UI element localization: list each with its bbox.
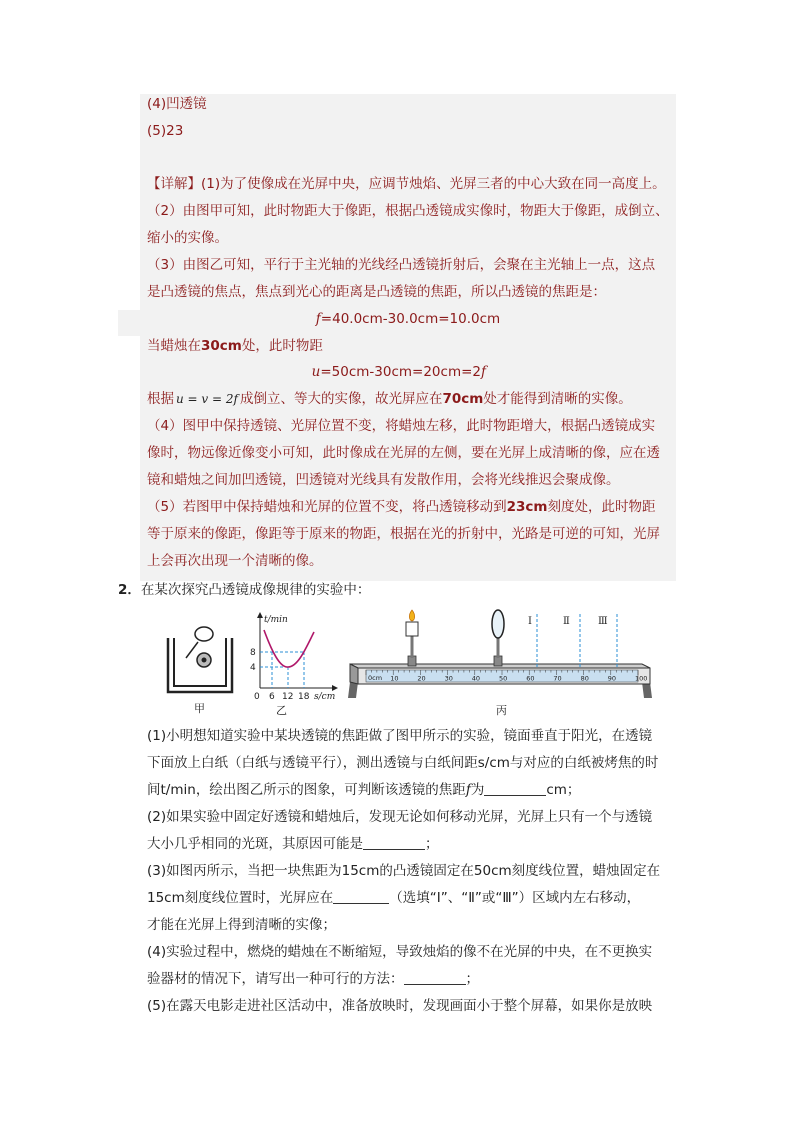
question-stem-text: 在某次探究凸透镜成像规律的实验中： [140,582,371,598]
region-label-2: Ⅱ [563,616,570,627]
text-c: 处，此时物距 [241,338,323,354]
ruler-label: 50 [499,674,508,683]
q4-line-1: (4)实验过程中，燃烧的蜡烛在不断缩短，导致烛焰的像不在光屏的中央，在不更换实 [147,944,653,960]
convex-lens-icon [492,610,504,638]
lens-icon [195,627,213,641]
answer-blank-2[interactable] [363,835,425,850]
text-c: 的凸透镜固定在 [379,863,474,879]
answer-blank-1[interactable] [484,781,546,796]
text-c: 刻度处，此时物距 [547,499,656,515]
answer-blank-4[interactable] [404,970,466,985]
text-b: ； [465,971,479,987]
text-a: 根据 [147,391,174,407]
figure-bing-optical-bench [344,606,662,718]
ruler-label: 10 [390,674,399,683]
ruler-label: 60 [526,674,535,683]
q3-line-1 [147,861,660,881]
value-50cm: 50cm [473,863,512,879]
ruler-label: 20 [417,674,426,683]
detail-text: (1)为了使像成在光屏中央，应调节烛焰、光屏三者的中心大致在同一高度上。 [201,176,666,192]
figure-jia [160,612,240,718]
x-axis-arrow [332,685,338,691]
burn-spot-center [202,658,207,663]
text-a: (3)如图丙所示，当把一块焦距为 [147,863,342,879]
detail-p5-line-3: 上会再次出现一个清晰的像。 [147,553,323,569]
detail-p4-line-2: 像时，物远像近像变小可知，此时像成在光屏的左侧，要在光屏上成清晰的像，应在透 [147,445,660,461]
lens-rod [497,638,500,658]
q3-line-2 [147,888,640,908]
x-tick-0: 0 [254,692,260,702]
detail-p2-line-2: 缩小的实像。 [147,230,228,246]
ruler-label: 30 [444,674,453,683]
text-c: （选填“Ⅰ”、“Ⅱ”或“Ⅲ”）区域内左右移动， [389,890,641,906]
candle-flame-icon [409,610,414,621]
value-15cm: 15cm [341,863,380,879]
ruler-label-0cm: 0cm [368,674,383,682]
q3-line-3: 才能在光屏上得到清晰的实像； [147,917,336,933]
time-curve [264,630,314,667]
equation-object-distance [140,362,676,382]
bench-end-left [350,664,358,684]
candle-rod [411,634,414,658]
text-c: 与对应的白纸被烤焦的时 [509,755,659,771]
text-a: 验器材的情况下，请写出一种可行的方法： [147,971,404,987]
text-a: （5）若图甲中保持蜡烛和光屏的位置不变，将凸透镜移动到 [147,499,507,515]
eq-mid: =50cm-30cm=20cm=2 [320,364,481,380]
detail-p5-line-2: 等于原来的像距，像距等于原来的物距，根据在光的折射中，光路是可逆的可知，光屏 [147,526,660,542]
q1-line-3 [147,780,580,800]
var-f: f [465,782,471,798]
text-a: 间 [147,782,161,798]
answer-5: (5)23 [147,123,184,139]
bench-leg-left [348,682,358,698]
ruler-label: 40 [471,674,481,683]
detail-p3-line-1: （3）由图乙可知，平行于主光轴的光线经凸透镜折射后，会聚在主光轴上一点，这点 [147,257,656,273]
eq-var-f2: f [481,364,486,380]
detail-candle-line [147,336,323,356]
answer-4: (4)凹透镜 [147,96,207,112]
text-e: 为 [470,782,485,798]
detail-p4-line-3: 镜和蜡烛之间加凹透镜，凹透镜对光线具有发散作用，会将光线推迟会聚成像。 [147,472,620,488]
x-tick-12: 12 [282,692,294,702]
ruler-label: 100 [635,674,648,683]
ruler-label: 70 [553,674,562,683]
detail-p4-line-1: （4）图甲中保持透镜、光屏位置不变，将蜡烛左移，此时物距增大，根据凸透镜成实 [147,418,656,434]
ruler-label: 80 [580,674,589,683]
region-label-1: Ⅰ [528,616,532,627]
y-tick-8: 8 [250,648,256,658]
eq-var-f: f [315,311,321,327]
eq-u-v-2f: u = v = 2f [176,392,238,406]
x-tick-6: 6 [269,692,275,702]
ruler-label: 90 [607,674,617,683]
candle-body [406,622,418,636]
q4-line-2 [147,969,479,989]
caption-yi: 乙 [276,704,287,717]
text-a: 下面放上白纸（白纸与透镜平行），测出透镜与白纸间距 [147,755,478,771]
text-a: 当蜡烛在 [147,338,201,354]
text-d: 处才能得到清晰的实像。 [483,391,632,407]
detail-tag: 【详解】 [147,176,201,192]
eq-var-u: u [311,364,321,380]
text-c: ，绘出图乙所示的图象，可判断该透镜的焦距 [195,782,466,798]
text-e: 刻度线位置，蜡烛固定在 [511,863,661,879]
y-axis-arrow [257,612,263,618]
text-b: 成倒立、等大的实像，故光屏应在 [239,391,443,407]
question-2-stem [118,580,370,600]
detail-line-1 [147,174,666,194]
figure-yi-graph [244,610,340,718]
x-axis-label: s/cm [314,692,336,702]
detail-p5-line-1 [147,497,655,517]
region-label-3: Ⅲ [598,616,608,627]
x-tick-18: 18 [298,692,310,702]
q2-line-2 [147,834,439,854]
eq-rest: =40.0cm-30.0cm=10.0cm [320,311,501,327]
q1-line-1: (1)小明想知道实验中某块透镜的焦距做了图甲所示的实验，镜面垂直于阳光，在透镜 [147,728,653,744]
q2-line-1: (2)如果实验中固定好透镜和蜡烛后，发现无论如何移动光屏，光屏上只有一个与透镜 [147,809,653,825]
q1-line-2 [147,753,658,773]
question-number: 2． [118,582,141,598]
text-a: 大小几乎相同的光斑，其原因可能是 [147,836,363,852]
caption-jia: 甲 [194,703,205,715]
text-b: ； [425,836,439,852]
caption-bing: 丙 [496,704,507,717]
t-min: t/min [160,782,196,798]
text-f: cm； [546,782,581,798]
equation-focal-length [140,309,676,329]
value-15cm: 15cm [147,890,185,906]
value-70cm: 70cm [442,391,484,407]
detail-p3-line-2: 是凸透镜的焦点，焦点到光心的距离是凸透镜的焦距，所以凸透镜的焦距是： [147,284,606,300]
answer-blank-3[interactable] [333,889,389,904]
y-axis-label: t/min [264,615,288,625]
answer-block-indent [118,310,140,336]
s-cm: s/cm [477,755,510,771]
text-b: 刻度线位置时，光屏应在 [184,890,334,906]
value-30cm: 30cm [201,338,242,354]
value-23cm: 23cm [506,499,548,515]
q5-line-1: (5)在露天电影走进社区活动中，准备放映时，发现画面小于整个屏幕，如果你是放映 [147,998,653,1014]
lens-handle [186,642,198,658]
y-tick-4: 4 [250,663,256,673]
detail-p2-line-1: （2）由图甲可知，此时物距大于像距，根据凸透镜成实像时，物距大于像距，成倒立、 [147,203,669,219]
detail-general-line [147,389,632,409]
